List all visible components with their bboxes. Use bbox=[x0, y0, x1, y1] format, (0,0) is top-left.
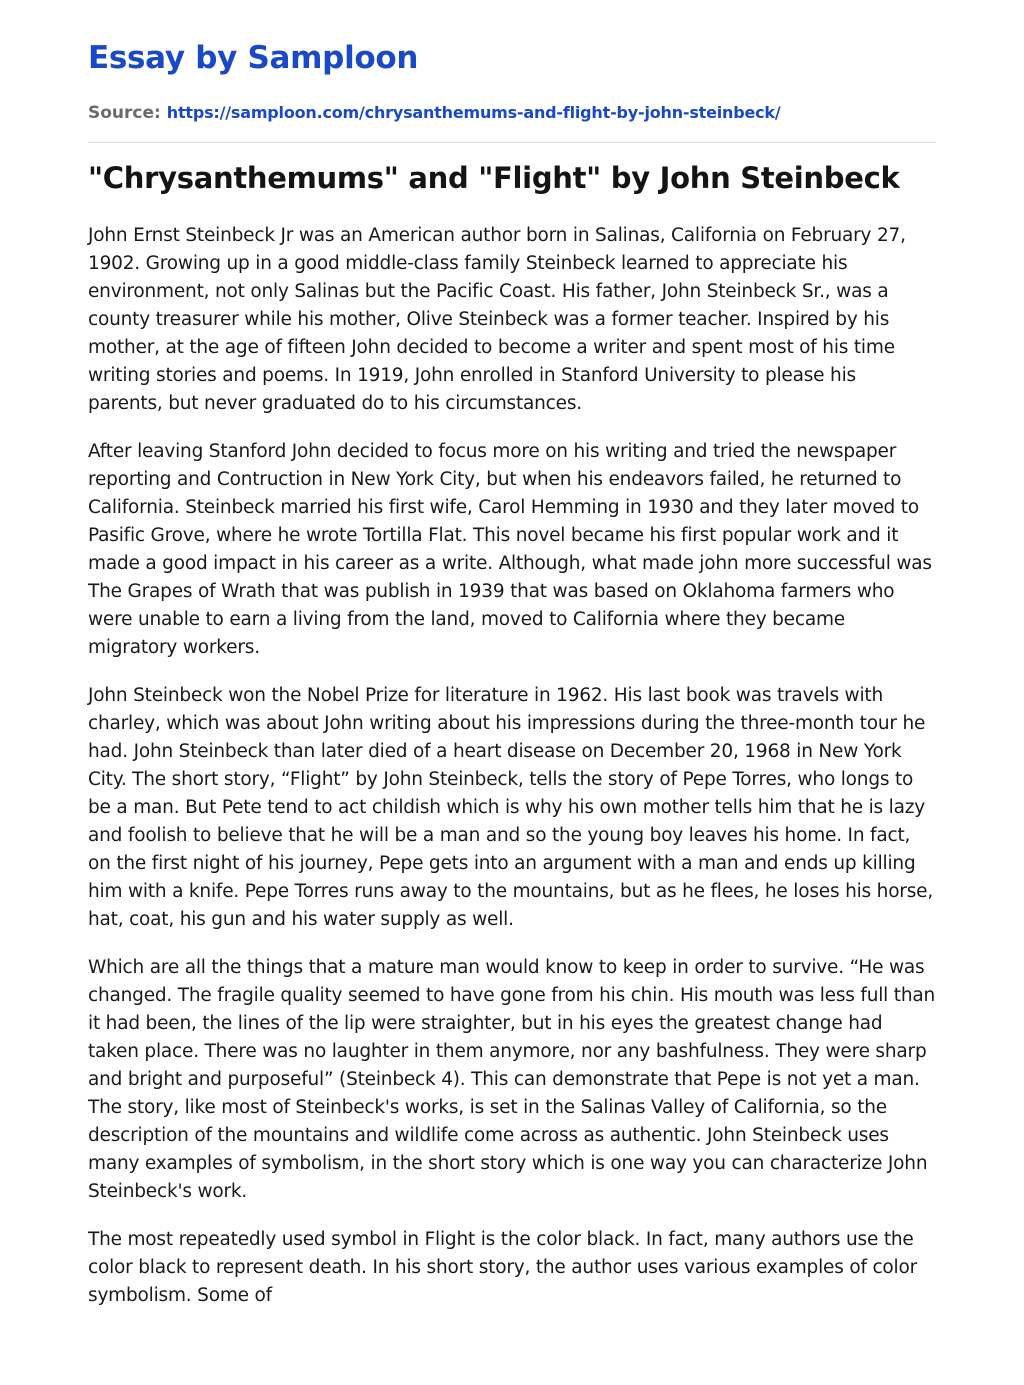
essay-title: "Chrysanthemums" and "Flight" by John Steinbeck bbox=[88, 161, 900, 195]
essay-paragraph: Which are all the things that a mature man would know to keep in order to survive. “He was changed. The fragile quality seemed to have gone from his chin. His mouth was less full than it had been, the lines of the lip were straighter, but in his eyes the greatest change had taken place. There was no laughter in them anymore, nor any bashfulness. They were sharp and bright and purposeful” (Steinbeck 4). This can demonstrate that Pepe is not yet a man. The story, like most of Steinbeck's works, is set in the Salinas Valley of California, so the description of the mountains and wildlife come across as authentic. John Steinbeck uses many examples of symbolism, in the short story which is one way you can characterize John Steinbeck's work. bbox=[88, 957, 936, 1202]
essay-paragraph: After leaving Stanford John decided to focus more on his writing and tried the newspaper reporting and Contruction in New York City, but when his endeavors failed, he returned to California. Steinbeck married his first wife, Carol Hemming in 1930 and they later moved to Pasific Grove, where he wrote Tortilla Flat. This novel became his first popular work and it made a good impact in his career as a write. Although, what made john more successful was The Grapes of Wrath that was publish in 1939 that was based on Oklahoma farmers who were unable to earn a living from the land, moved to California where they became migratory workers. bbox=[88, 441, 932, 658]
essay-paragraph: John Steinbeck won the Nobel Prize for literature in 1962. His last book was travels with charley, which was about John writing about his impressions during the three-month tour he had. John Steinbeck than later died of a heart disease on December 20, 1968 in New York City. The short story, “Flight” by John Steinbeck, tells the story of Pepe Torres, who longs to be a man. But Pete tend to act childish which is why his own mother tells him that he is lazy and foolish to believe that he will be a man and so the young boy leaves his home. In fact, on the first night of his journey, Pepe gets into an argument with a man and ends up killing him with a knife. Pepe Torres runs away to the mountains, but as he flees, he loses his horse, hat, coat, his gun and his water supply as well. bbox=[88, 685, 934, 930]
site-brand[interactable]: Essay by Samploon bbox=[88, 40, 419, 76]
essay-page bbox=[88, 0, 936, 1310]
header-divider bbox=[88, 142, 936, 143]
essay-paragraph: The most repeatedly used symbol in Flight is the color black. In fact, many authors use the color black to represent death. In his short story, the author uses various examples of color symbolism. Some of bbox=[88, 1229, 918, 1306]
source-line bbox=[88, 101, 936, 125]
source-label: Source: bbox=[88, 103, 161, 123]
essay-body bbox=[88, 222, 936, 1310]
source-link[interactable]: https://samploon.com/chrysanthemums-and-flight-by-john-steinbeck/ bbox=[166, 103, 781, 122]
essay-paragraph: John Ernst Steinbeck Jr was an American author born in Salinas, California on February 27, 1902. Growing up in a good middle-class family Steinbeck learned to appreciate his environment, not only Salinas but the Pacific Coast. His father, John Steinbeck Sr., was a county treasurer while his mother, Olive Steinbeck was a former teacher. Inspired by his mother, at the age of fifteen John decided to become a writer and spent most of his time writing stories and poems. In 1919, John enrolled in Stanford University to please his parents, but never graduated do to his circumstances. bbox=[88, 225, 906, 414]
